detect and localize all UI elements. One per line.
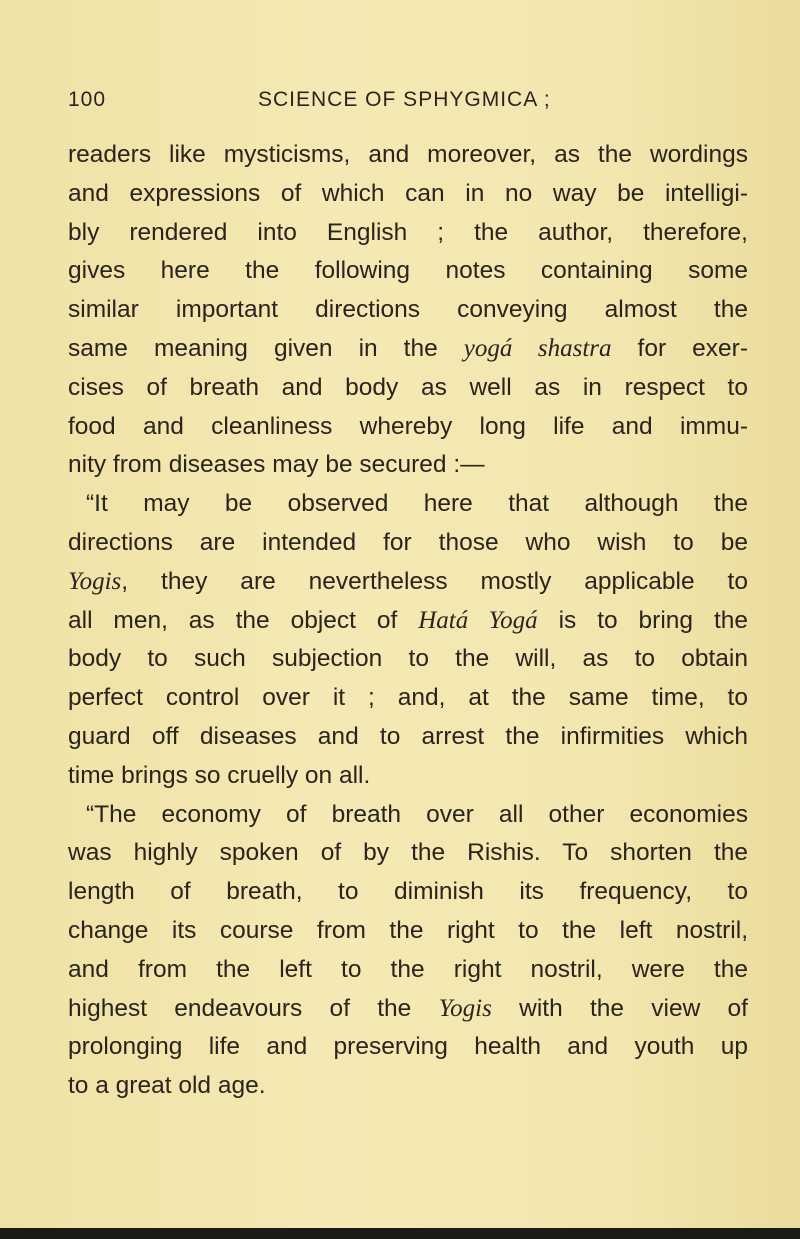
- text-run: same meaning given in the: [68, 334, 464, 362]
- body-text: [68, 136, 748, 1106]
- paragraph-1: [68, 136, 748, 485]
- page-number: 100: [68, 88, 107, 111]
- text-line: nity from diseases may be secured :—: [68, 451, 485, 479]
- paragraph-3: [68, 796, 748, 1106]
- text-line: “The economy of breath over all other economies: [86, 800, 748, 828]
- running-head: SCIENCE OF SPHYGMICA ;: [258, 88, 551, 111]
- text-line: and from the left to the right nostril, were the: [68, 955, 748, 983]
- text-line: to a great old age.: [68, 1072, 266, 1100]
- page-header: [68, 88, 738, 118]
- text-run: is to bring the: [537, 606, 749, 634]
- text-line: [68, 602, 748, 641]
- text-line: [68, 563, 748, 602]
- text-line: directions are intended for those who wish to be: [68, 528, 748, 556]
- text-run: with the view of: [491, 994, 748, 1022]
- text-line: food and cleanliness whereby long life and immu-: [68, 412, 748, 440]
- text-line: body to such subjection to the will, as to obtain: [68, 645, 748, 673]
- text-line: [68, 990, 748, 1029]
- text-line: perfect control over it ; and, at the same time, to: [68, 684, 748, 712]
- text-line: similar important directions conveying almost the: [68, 296, 748, 324]
- italic-term: Yogis: [68, 567, 122, 595]
- text-line: cises of breath and body as well as in respect to: [68, 373, 748, 401]
- text-run: highest endeavours of the: [68, 994, 439, 1022]
- italic-term: Yogis: [438, 994, 492, 1022]
- text-line: prolonging life and preserving health and youth up: [68, 1033, 748, 1061]
- text-line: guard off diseases and to arrest the infirmities which: [68, 722, 748, 750]
- text-line: change its course from the right to the left nostril,: [68, 916, 748, 944]
- text-line: length of breath, to diminish its frequency, to: [68, 878, 748, 906]
- paragraph-2: [68, 485, 748, 795]
- text-line: “It may be observed here that although the: [86, 490, 748, 518]
- text-line: [68, 330, 748, 369]
- bottom-edge-rule: [0, 1228, 800, 1239]
- text-line: gives here the following notes containing some: [68, 257, 748, 285]
- text-run: for exer-: [611, 334, 749, 362]
- italic-term: Hatá Yogá: [418, 606, 538, 634]
- text-line: was highly spoken of by the Rishis. To shorten the: [68, 839, 748, 867]
- text-run: , they are nevertheless mostly applicable to: [121, 567, 748, 595]
- text-line: and expressions of which can in no way be intelligi-: [68, 179, 748, 207]
- text-line: time brings so cruelly on all.: [68, 761, 371, 789]
- text-run: all men, as the object of: [68, 606, 419, 634]
- italic-term: yogá shastra: [463, 334, 612, 362]
- text-line: readers like mysticisms, and moreover, as the wordings: [68, 141, 748, 168]
- text-line: bly rendered into English ; the author, therefore,: [68, 218, 748, 246]
